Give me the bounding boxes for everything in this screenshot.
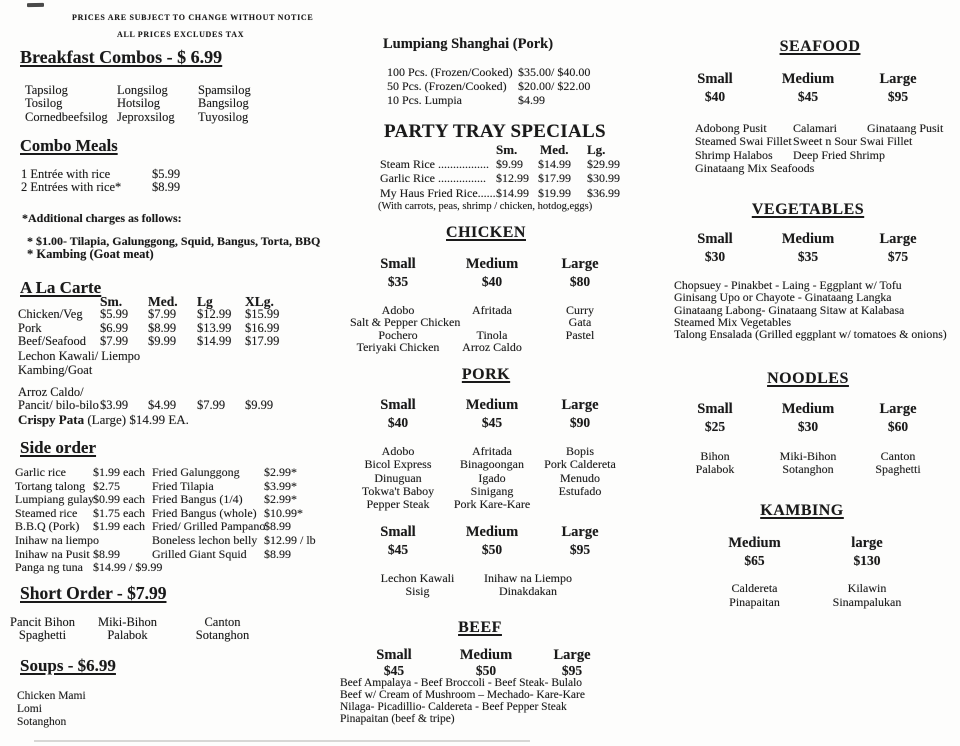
menu-item: Spaghetti — [18, 628, 67, 643]
menu-row — [15, 480, 162, 494]
menu-item: Caldereta — [731, 581, 778, 595]
party-tray-note: (With carrots, peas, shrimp / chicken, hotdog,eggs) — [378, 201, 593, 212]
menu-item-name: Chicken/Veg — [18, 307, 83, 322]
menu-item: Menudo — [560, 470, 600, 485]
menu-item-name: Fried Bangus (whole) — [152, 505, 257, 520]
size-label: Small — [380, 256, 416, 272]
size-label: Large — [561, 256, 599, 272]
menu-item — [538, 341, 622, 353]
section-title-seafood-wrap — [680, 38, 960, 56]
size-label: Large — [879, 401, 917, 417]
menu-item-price: $13.99 — [197, 320, 232, 335]
menu-item-price: $9.99 — [496, 157, 523, 172]
menu-item-price: $15.99 — [245, 307, 280, 322]
menu-row — [15, 493, 162, 507]
menu-row — [15, 507, 162, 521]
scan-artifact-dash — [27, 3, 44, 7]
menu-item-price: $14.99 / $9.99 — [93, 560, 163, 575]
size-price: $50 — [481, 542, 503, 557]
menu-item-price: $17.99 — [245, 334, 280, 349]
menu-item-line: Beef Ampalaya - Beef Broccoli - Beef Steak- Bulalo — [340, 677, 583, 689]
menu-item-price: $8.99 — [148, 320, 177, 335]
menu-item: Ginataang Pusit — [867, 121, 944, 135]
combo-meals-footnote: * Kambing (Goat meat) — [27, 247, 154, 261]
menu-row — [152, 507, 316, 521]
menu-row — [695, 162, 943, 175]
menu-item: Tosilog — [25, 96, 63, 111]
size-price: $130 — [853, 553, 881, 568]
menu-item-name: Inihaw na Pusit — [15, 546, 90, 561]
section-title-kambing: KAMBING — [760, 502, 844, 519]
menu-item-name: 1 Entrée with rice — [21, 167, 111, 181]
menu-item: Pork Caldereta — [544, 457, 616, 472]
menu-row — [15, 548, 162, 562]
notice-line-2: ALL PRICES EXCLUDES TAX — [117, 30, 245, 39]
menu-item-price: $5.99 — [100, 307, 129, 322]
pork-items — [350, 445, 622, 511]
menu-item: Sotanghon — [195, 628, 250, 643]
menu-item-price: $2.99* — [264, 492, 297, 507]
menu-row — [15, 520, 162, 534]
size-price: $90 — [569, 415, 591, 430]
menu-row — [15, 466, 162, 480]
menu-item-name: Garlic rice — [15, 465, 66, 479]
menu-item: Shrimp Halabos — [695, 147, 773, 162]
menu-item-name: Pork — [18, 320, 42, 335]
menu-row — [695, 149, 943, 162]
menu-item: Pork Kare-Kare — [453, 497, 531, 512]
size-price: $35 — [797, 249, 819, 264]
menu-item-name: 100 Pcs. (Frozen/Cooked) — [387, 65, 513, 79]
section-title-soups: Soups - $6.99 — [20, 656, 116, 675]
menu-row — [152, 548, 316, 562]
menu-item-line: Chopsuey - Pinakbet - Laing - Eggplant w/ Tofu — [674, 278, 902, 292]
short-order-items — [10, 616, 265, 643]
menu-item: Dinakdakan — [499, 584, 557, 599]
menu-item: Sweet n Sour Swai Fillet — [793, 134, 913, 149]
size-price: $95 — [561, 663, 583, 678]
size-label: Large — [879, 231, 917, 247]
menu-item: Pancit Bihon — [10, 615, 75, 629]
menu-item: Jeproxsilog — [117, 109, 175, 124]
size-price: $45 — [797, 89, 819, 104]
size-price: $40 — [387, 415, 409, 430]
kambing-items — [697, 582, 922, 610]
menu-item: Ginataang Mix Seafoods — [695, 160, 815, 175]
column-header: Sm. — [100, 294, 123, 309]
menu-row — [695, 122, 943, 135]
menu-item: Bicol Express — [364, 457, 432, 472]
menu-item: Bihon — [700, 449, 730, 463]
size-label: Small — [376, 647, 412, 663]
spacer — [18, 295, 100, 308]
section-title-seafood: SEAFOOD — [779, 38, 861, 55]
size-label: Small — [697, 401, 733, 417]
section-title-kambing-wrap — [672, 502, 932, 520]
menu-item: Binagoongan — [460, 457, 524, 472]
size-price: $80 — [569, 274, 591, 289]
chicken-items — [350, 304, 622, 353]
menu-item: Pinapaitan — [729, 594, 780, 609]
menu-item: Tuyosilog — [198, 109, 249, 124]
menu-row — [152, 520, 316, 534]
pork-tier2-group — [462, 572, 594, 599]
menu-item-price: $7.99 — [100, 334, 129, 349]
section-title-pork: PORK — [461, 366, 511, 383]
menu-item-price: $8.99 — [264, 546, 291, 561]
pork-tier2-sizes — [350, 525, 622, 557]
menu-item-line: Talong Ensalada (Grilled eggplant w/ tomatoes & onions) — [674, 327, 947, 342]
size-label: Medium — [465, 524, 519, 540]
menu-item-line: Nilaga- Picadillio- Caldereta - Beef Pepper Steak — [340, 700, 567, 713]
menu-item-name: 2 Entrées with rice* — [21, 180, 122, 195]
size-price: $50 — [475, 663, 497, 678]
menu-item-price: $9.99 — [245, 398, 274, 412]
menu-item-price: $7.99 — [148, 307, 177, 322]
menu-row — [387, 94, 590, 108]
menu-item-price: $8.99 — [152, 180, 181, 195]
menu-row — [15, 534, 162, 548]
menu-item: Deep Fried Shrimp — [793, 147, 885, 162]
size-label: Small — [697, 231, 733, 247]
size-price: $45 — [387, 542, 409, 557]
menu-item-price: $14.99 — [496, 185, 529, 200]
size-label: Medium — [728, 535, 781, 551]
menu-item-price: $6.99 — [100, 320, 129, 335]
menu-item-price: $16.99 — [245, 320, 280, 335]
menu-item: Canton — [204, 615, 241, 629]
section-title-lumpiang-shanghai: Lumpiang Shanghai (Pork) — [383, 36, 554, 52]
menu-item: Igado — [478, 470, 506, 485]
menu-item: Afritada — [472, 444, 512, 458]
menu-item: Estufado — [558, 483, 602, 498]
menu-item: Pastel — [565, 327, 595, 342]
menu-item-price: $20.00/ $22.00 — [518, 78, 591, 93]
menu-item: Canton — [880, 449, 916, 463]
size-label: Medium — [781, 231, 835, 247]
menu-item-price: $9.99 — [148, 334, 177, 349]
menu-item: Kilawin — [847, 581, 887, 595]
section-title-side-order: Side order — [20, 438, 97, 457]
section-title-a-la-carte: A La Carte — [20, 278, 102, 297]
vegetables-sizes — [672, 232, 938, 264]
column-header: Med. — [148, 294, 178, 309]
menu-item-price: $10.99* — [264, 505, 303, 520]
menu-item: Tinola — [476, 327, 508, 342]
column-header: XLg. — [245, 294, 274, 309]
menu-item-price: $1.99 each — [93, 465, 145, 479]
menu-item-name: Steam Rice ................. — [380, 157, 489, 172]
a-la-carte-table — [18, 295, 279, 349]
menu-item-price: $2.75 — [93, 478, 120, 493]
menu-item: Dinuguan — [374, 470, 422, 485]
crispy-pata-line — [18, 412, 189, 428]
side-order-left-list — [15, 466, 162, 575]
combo-meals-list — [21, 168, 180, 195]
menu-item: Afritada — [472, 303, 512, 317]
menu-row — [152, 466, 316, 480]
size-label: Small — [380, 524, 416, 540]
combo-meals-note: *Additional charges as follows: — [22, 211, 182, 225]
menu-item: Lomi — [17, 703, 42, 715]
size-label: Medium — [781, 401, 835, 417]
menu-item-price: $29.99 — [587, 157, 620, 172]
menu-row — [695, 135, 943, 148]
menu-item-price: $14.99 — [538, 157, 571, 172]
pork-tier2-group — [360, 572, 475, 599]
menu-item-line: Ginataang Labong- Ginataang Sitaw at Kalabasa — [674, 302, 905, 317]
menu-item: Hotsilog — [117, 96, 161, 111]
menu-item-price: $7.99 — [197, 398, 226, 412]
menu-item-name: Inihaw na liempo — [15, 532, 99, 547]
menu-item-price: $4.99 — [148, 398, 177, 412]
menu-item-name: Panga ng tuna — [15, 560, 83, 575]
menu-item-price: $4.99 — [518, 92, 545, 107]
menu-item-name: Beef/Seafood — [18, 334, 87, 349]
chicken-sizes — [350, 257, 622, 289]
size-label: large — [851, 535, 883, 551]
menu-item-line: Beef w/ Cream of Mushroom – Mechado- Kare-Kare — [340, 688, 585, 701]
noodles-sizes — [672, 402, 938, 434]
size-label: Medium — [465, 397, 519, 413]
size-price: $35 — [387, 274, 409, 289]
menu-item: Miki-Bihon — [97, 615, 158, 629]
menu-item-price: $36.99 — [587, 185, 620, 200]
menu-item: Tokwa't Baboy — [361, 483, 435, 498]
menu-row — [387, 66, 590, 80]
menu-item: Adobo — [381, 444, 415, 458]
menu-item: Curry — [566, 303, 594, 317]
menu-item-price: (Large) $14.99 EA. — [84, 412, 189, 427]
scan-artifact-line — [34, 740, 530, 742]
size-label: Medium — [781, 71, 835, 87]
size-price: $45 — [383, 663, 405, 678]
size-price: $30 — [704, 249, 726, 264]
size-price: $65 — [744, 553, 765, 568]
menu-item: Adobo — [381, 303, 415, 317]
menu-item: Palabok — [107, 628, 148, 643]
menu-item-price: $12.99 — [197, 307, 232, 322]
menu-item-name: Steamed rice — [15, 505, 78, 520]
menu-item-name: B.B.Q (Pork) — [15, 519, 80, 534]
section-title-combo-meals: Combo Meals — [20, 136, 118, 155]
section-title-breakfast-combos: Breakfast Combos - $ 6.99 — [20, 47, 223, 67]
menu-item-line: Ginisang Upo or Chayote - Ginataang Langka — [674, 290, 892, 305]
menu-item: Gata — [568, 315, 592, 330]
menu-item-price: $1.99 each — [93, 519, 145, 534]
menu-item-name: Garlic Rice ................ — [380, 171, 486, 186]
menu-item-price: $3.99 — [100, 398, 129, 412]
menu-item: Sotanghon — [782, 462, 834, 477]
menu-item-price: $3.99* — [264, 478, 297, 493]
soups-list — [17, 690, 86, 729]
menu-item-name: Fried Bangus (1/4) — [152, 492, 243, 507]
column-header: Med. — [540, 142, 569, 157]
party-tray-table — [380, 143, 620, 200]
menu-item-name: Tortang talong — [15, 478, 86, 493]
menu-item-name: Boneless lechon belly — [152, 532, 258, 547]
menu-row — [152, 493, 316, 507]
size-label: Small — [697, 71, 733, 87]
menu-item: Teriyaki Chicken — [356, 339, 440, 354]
menu-item: Lechon Kawali/ Liempo — [18, 349, 141, 363]
beef-items — [340, 678, 585, 726]
menu-item-price: $8.99 — [264, 519, 291, 534]
menu-item-name: Lumpiang gulay — [15, 492, 94, 507]
size-label: Medium — [459, 647, 513, 663]
section-title-vegetables: VEGETABLES — [751, 201, 865, 218]
menu-item-price: $30.99 — [587, 171, 620, 186]
size-price: $95 — [887, 89, 909, 104]
menu-item-price: $1.75 each — [93, 505, 145, 520]
menu-item-name: 50 Pcs. (Frozen/Cooked) — [387, 78, 507, 93]
menu-item-name: Pancit/ bilo-bilo — [18, 398, 99, 412]
menu-item-price: $2.99* — [264, 465, 297, 479]
menu-item: Longsilog — [117, 83, 168, 97]
menu-item: Arroz Caldo — [462, 339, 522, 354]
section-title-noodles-wrap — [672, 370, 944, 388]
section-title-party-tray: PARTY TRAY SPECIALS — [384, 121, 606, 142]
column-header: Lg. — [587, 142, 606, 157]
menu-item: Kambing/Goat — [18, 363, 93, 377]
menu-item-line: Steamed Mix Vegetables — [674, 314, 792, 329]
section-title-beef: BEEF — [458, 619, 502, 636]
menu-item: Cornedbeefsilog — [25, 109, 108, 124]
lumpia-list — [387, 66, 590, 107]
size-label: Small — [380, 397, 416, 413]
kambing-sizes — [697, 536, 922, 568]
size-price: $30 — [797, 419, 819, 434]
menu-item: Chicken Mami — [17, 690, 86, 702]
menu-item-price: $0.99 each — [93, 492, 145, 507]
noodles-items — [672, 450, 938, 477]
menu-item: Bopis — [565, 444, 594, 458]
size-price: $75 — [887, 249, 909, 264]
menu-item-price: $5.99 — [152, 167, 181, 181]
beef-sizes — [348, 648, 612, 678]
menu-item — [446, 316, 538, 328]
seafood-items — [695, 122, 943, 175]
menu-item-name: Fried/ Grilled Pampano — [152, 519, 266, 534]
seafood-sizes — [672, 72, 938, 104]
menu-item: Pepper Steak — [366, 497, 430, 512]
menu-item — [538, 498, 622, 511]
menu-item: Arroz Caldo/ — [18, 385, 84, 399]
menu-row — [152, 480, 316, 494]
menu-item: Spaghetti — [875, 462, 921, 477]
menu-item: Miki-Bihon — [779, 449, 837, 463]
menu-item-price: $19.99 — [538, 185, 571, 200]
menu-item: Salt & Pepper Chicken — [350, 315, 461, 330]
menu-item: Sinigang — [470, 483, 514, 498]
size-label: Large — [553, 647, 591, 663]
menu-row — [21, 181, 180, 194]
spacer — [380, 143, 496, 157]
section-title-vegetables-wrap — [672, 201, 944, 219]
menu-item: Pochero — [378, 327, 418, 342]
menu-item-price: $14.99 — [197, 334, 232, 349]
menu-item: Sisig — [405, 584, 430, 599]
menu-item: Tapsilog — [25, 83, 68, 97]
size-price: $45 — [481, 415, 503, 430]
menu-item-line: Pinapaitan (beef & tripe) — [340, 712, 455, 725]
menu-item-name: Crispy Pata — [18, 412, 85, 427]
menu-item: Lechon Kawali — [380, 571, 455, 585]
section-title-noodles: NOODLES — [767, 370, 849, 387]
vegetables-items — [674, 279, 947, 340]
menu-row — [152, 534, 316, 548]
section-title-chicken: CHICKEN — [446, 224, 526, 241]
menu-item: Inihaw na Liempo — [484, 571, 572, 585]
size-label: Large — [561, 397, 599, 413]
menu-item-price: $17.99 — [538, 171, 571, 186]
menu-item: Palabok — [695, 462, 735, 477]
menu-item-price: $12.99 — [496, 171, 529, 186]
menu-item: Adobong Pusit — [695, 121, 767, 135]
size-label: Large — [879, 71, 917, 87]
menu-row — [21, 168, 180, 181]
combo-meals-footnote: * $1.00- Tilapia, Galunggong, Squid, Bangus, Torta, BBQ — [27, 234, 321, 248]
menu-row — [387, 80, 590, 94]
menu-item-price: $12.99 / lb — [264, 532, 316, 547]
menu-item: Sotanghon — [17, 716, 67, 728]
size-price: $40 — [481, 274, 503, 289]
menu-item-price: $35.00/ $40.00 — [518, 65, 591, 79]
menu-item: Sinampalukan — [832, 594, 902, 609]
menu-item: Bangsilog — [198, 96, 249, 111]
size-price: $40 — [704, 89, 726, 104]
menu-item: Spamsilog — [198, 83, 251, 97]
menu-item-name: Grilled Giant Squid — [152, 546, 247, 561]
column-header: Lg — [197, 294, 213, 309]
breakfast-items — [25, 84, 251, 124]
size-price: $25 — [704, 419, 726, 434]
section-title-pork-wrap — [350, 366, 622, 384]
menu-item: Steamed Swai Fillet — [695, 134, 792, 149]
menu-item-price: $8.99 — [93, 546, 120, 561]
a-la-carte-row — [18, 399, 273, 412]
pork-sizes — [350, 398, 622, 430]
menu-item-name: 10 Pcs. Lumpia — [387, 92, 462, 107]
size-price: $60 — [887, 419, 909, 434]
notice-line-1: PRICES ARE SUBJECT TO CHANGE WITHOUT NOTICE — [72, 13, 314, 22]
side-order-right-list — [152, 466, 316, 561]
column-header: Sm. — [496, 142, 518, 157]
section-title-chicken-wrap — [350, 224, 622, 242]
menu-item-name: Fried Tilapia — [152, 478, 214, 493]
menu-item-name: My Haus Fried Rice...... — [380, 185, 496, 200]
size-price: $95 — [569, 542, 591, 557]
size-label: Medium — [465, 256, 519, 272]
menu-row — [15, 561, 162, 575]
menu-item-name: Fried Galunggong — [152, 465, 240, 479]
section-title-beef-wrap — [348, 619, 612, 637]
section-title-short-order: Short Order - $7.99 — [20, 583, 167, 603]
menu-item: Calamari — [793, 121, 837, 135]
size-label: Large — [561, 524, 599, 540]
